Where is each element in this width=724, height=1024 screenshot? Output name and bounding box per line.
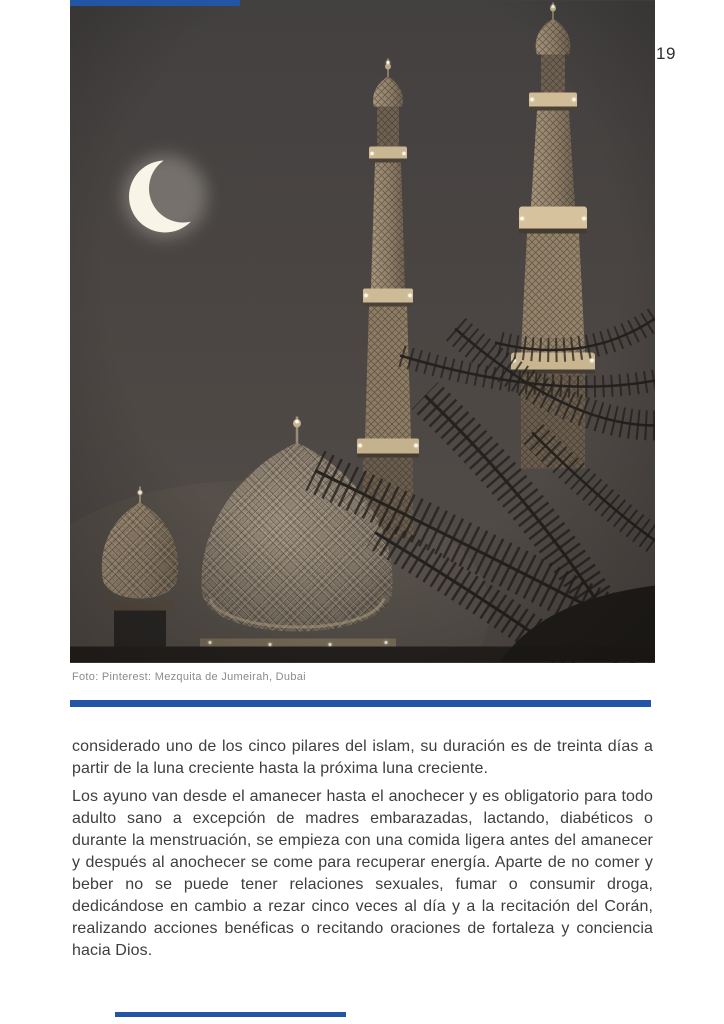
photo-caption: Foto: Pinterest: Mezquita de Jumeirah, Dubai [72, 671, 306, 683]
mosque-photo [70, 0, 655, 663]
top-accent-line [70, 0, 240, 6]
article-paragraph: Los ayuno van desde el amanecer hasta el anochecer y es obligatorio para todo adulto sano a excepción de madres embarazadas, lactando, diabéticos o durante la menstruación, se empieza con una comida ligera antes del amanecer y después al anochecer se come para recuperar energía. Aparte de no comer y beber no se puede tener relaciones sexuales, fumar o consumir droga, dedicándose en cambio a rezar cinco veces al día y a la recitación del Corán, realizando acciones benéficas o recitando oraciones de fortaleza y conciencia hacia Dios. [72, 788, 653, 959]
section-divider-line [70, 700, 651, 707]
vignette [70, 1, 655, 663]
article-text [72, 736, 653, 968]
page-number: 19 [656, 44, 676, 63]
mosque-night-illustration [70, 0, 655, 663]
article-paragraph: considerado uno de los cinco pilares del islam, su duración es de treinta días a partir de la luna creciente hasta la próxima luna creciente. [72, 738, 653, 777]
bottom-accent-line [115, 1012, 346, 1017]
